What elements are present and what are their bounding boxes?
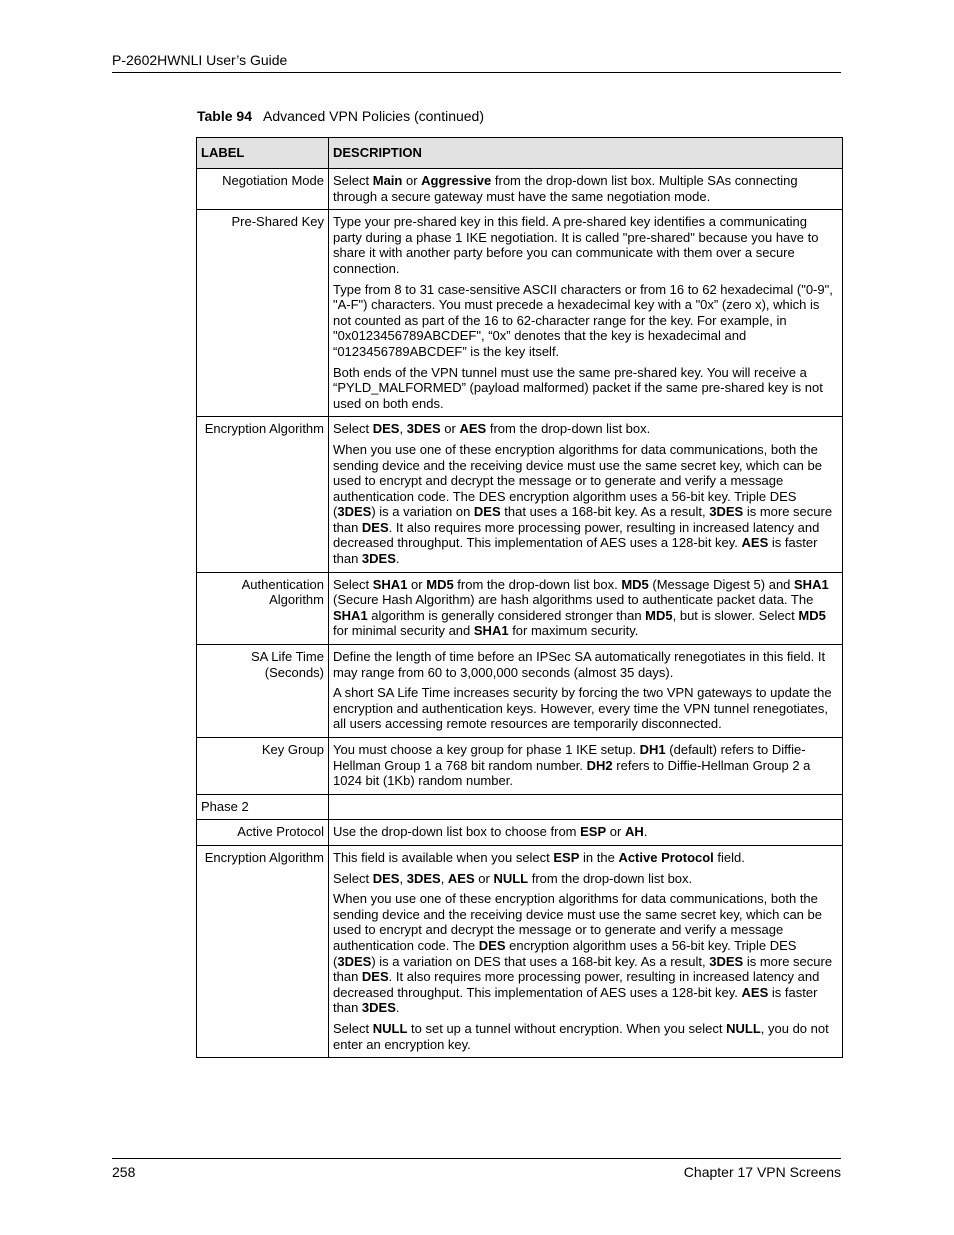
emphasized-term: DES — [478, 937, 506, 953]
text-run: or — [440, 421, 460, 437]
table-title: Advanced VPN Policies (continued) — [263, 108, 485, 124]
description-paragraph — [333, 365, 838, 412]
description-paragraph — [333, 850, 838, 866]
text-run: Select — [333, 1020, 373, 1036]
text-run: , — [440, 870, 448, 886]
text-run: . — [395, 1000, 400, 1016]
emphasized-term: DES — [473, 504, 501, 520]
emphasized-term: AES — [447, 870, 475, 886]
emphasized-term: AES — [741, 535, 769, 551]
text-run: is faster than — [333, 984, 818, 1016]
text-run: Select — [333, 173, 373, 188]
emphasized-term: 3DES — [361, 551, 396, 567]
text-run: from the drop-down list box. — [453, 576, 622, 592]
emphasized-term: 3DES — [337, 953, 372, 969]
description-paragraph — [333, 871, 838, 887]
text-run: When you use one of these encryption algorithms for data communications, both the sending device and the receiving device must use the same secret key, which can be used to encrypt and decrypt the message or to generate and verify a message authentication code. The — [333, 891, 822, 953]
description-paragraph — [333, 649, 838, 680]
description-paragraph — [333, 742, 838, 789]
text-run: that uses a 168-bit key. As a result, — [500, 504, 710, 520]
emphasized-term: DES — [372, 421, 400, 437]
text-run: encryption algorithm uses a 56-bit key. Triple DES ( — [333, 937, 797, 969]
text-run: . — [395, 551, 400, 567]
row-label: Negotiation Mode — [197, 169, 329, 210]
text-run: for maximum security. — [508, 623, 639, 639]
emphasized-term: MD5 — [645, 607, 673, 623]
row-label: Authentication Algorithm — [197, 572, 329, 644]
row-description — [329, 794, 843, 820]
emphasized-term: Main — [372, 173, 403, 188]
text-run: is more secure than — [333, 953, 833, 985]
text-run: (default) refers to Diffie-Hellman Group 1 a 768 bit random number. — [333, 742, 806, 773]
text-run: . — [643, 824, 648, 840]
text-run: or — [606, 824, 625, 840]
emphasized-term: AES — [459, 421, 487, 437]
table-row — [197, 845, 843, 1057]
text-run: for minimal security and — [333, 623, 474, 639]
description-paragraph — [333, 1021, 838, 1052]
description-paragraph — [333, 214, 838, 276]
emphasized-term: MD5 — [426, 576, 454, 592]
text-run: is faster than — [333, 535, 818, 567]
text-run: in the — [579, 849, 619, 865]
row-label: Encryption Algorithm — [197, 417, 329, 572]
text-run: You must choose a key group for phase 1 IKE setup. — [333, 742, 640, 757]
emphasized-term: DES — [361, 519, 389, 535]
emphasized-term: 3DES — [337, 504, 372, 520]
text-run: A short SA Life Time increases security by forcing the two VPN gateways to update the encryption and authentication keys. However, every time the VPN tunnel renegotiates, all users accessing remote resources are temporarily disconnected. — [333, 685, 832, 732]
row-label: SA Life Time (Seconds) — [197, 645, 329, 738]
text-run: or — [402, 173, 422, 188]
text-run: field. — [713, 849, 745, 865]
description-column-header: DESCRIPTION — [329, 138, 843, 169]
emphasized-term: NULL — [726, 1020, 761, 1036]
text-run: When you use one of these encryption algorithms for data communications, both the sending device and the receiving device must use the same secret key, which can be used to encrypt and decrypt the message or to generate and verify a message authentication code. The DES encryption algorithm uses a 56-bit key. Triple DES ( — [333, 441, 822, 520]
text-run: ) is a variation on — [371, 504, 474, 520]
emphasized-term: SHA1 — [794, 576, 829, 592]
table-row — [197, 210, 843, 417]
text-run: (Message Digest 5) and — [648, 576, 795, 592]
emphasized-term: MD5 — [621, 576, 649, 592]
emphasized-term: AH — [624, 824, 644, 840]
text-run: . It also requires more processing power, resulting in increased latency and decreased throughput. This implementation of AES uses a 128-bit key. — [333, 969, 820, 1000]
text-run: from the drop-down list box. — [486, 421, 651, 437]
description-paragraph — [333, 824, 838, 840]
table-row — [197, 794, 843, 820]
emphasized-term: 3DES — [406, 421, 441, 437]
table-row — [197, 169, 843, 210]
text-run: ) is a variation on DES that uses a 168-bit key. As a result, — [371, 953, 710, 969]
text-run: , you do not enter an encryption key. — [333, 1020, 829, 1052]
page-number: 258 — [112, 1164, 136, 1180]
text-run: or — [407, 576, 427, 592]
row-description — [329, 417, 843, 572]
label-column-header: LABEL — [197, 138, 329, 169]
emphasized-term: 3DES — [709, 953, 744, 969]
guide-title: P-2602HWNLI User’s Guide — [112, 52, 288, 68]
emphasized-term: Aggressive — [421, 173, 492, 188]
description-paragraph — [333, 891, 838, 1016]
emphasized-term: SHA1 — [473, 623, 509, 639]
table-row — [197, 738, 843, 795]
text-run: Both ends of the VPN tunnel must use the same pre-shared key. You will receive a “PYLD_MALFORMED” (payload malformed) packet if the same pre-shared key is not used on both ends. — [333, 364, 823, 411]
emphasized-term: AES — [741, 984, 769, 1000]
text-run: Use the drop-down list box to choose from — [333, 824, 581, 840]
emphasized-term: 3DES — [406, 870, 441, 886]
row-description — [329, 169, 843, 210]
text-run: , — [399, 421, 407, 437]
text-run: from the drop-down list box. — [528, 870, 693, 886]
table-row — [197, 417, 843, 572]
row-label: Phase 2 — [197, 794, 329, 820]
description-paragraph — [333, 685, 838, 732]
text-run: . It also requires more processing power, resulting in increased latency and decreased throughput. This implementation of AES uses a 128-bit key. — [333, 519, 820, 551]
vpn-policies-table — [196, 137, 843, 1058]
emphasized-term: DES — [372, 870, 400, 886]
row-description — [329, 645, 843, 738]
emphasized-term: Active Protocol — [618, 849, 714, 865]
row-description — [329, 820, 843, 846]
description-paragraph — [333, 173, 838, 204]
row-description — [329, 210, 843, 417]
table-header-row — [197, 138, 843, 169]
page-header — [112, 52, 841, 73]
emphasized-term: DES — [361, 969, 389, 985]
emphasized-term: DH1 — [639, 742, 666, 757]
text-run: , — [399, 870, 407, 886]
table-row — [197, 572, 843, 644]
emphasized-term: MD5 — [798, 607, 826, 623]
emphasized-term: NULL — [372, 1020, 408, 1036]
description-paragraph — [333, 442, 838, 567]
chapter-title: Chapter 17 VPN Screens — [683, 1164, 841, 1180]
text-run: to set up a tunnel without encryption. When you select — [407, 1020, 727, 1036]
text-run: Define the length of time before an IPSec SA automatically renegotiates in this field. It may range from 60 to 3,000,000 seconds (almost 35 days). — [333, 649, 826, 680]
emphasized-term: SHA1 — [372, 576, 408, 592]
emphasized-term: DH2 — [586, 757, 613, 773]
emphasized-term: ESP — [553, 849, 580, 865]
text-run: Select — [333, 421, 373, 437]
row-description — [329, 845, 843, 1057]
text-run: or — [474, 870, 494, 886]
row-label: Active Protocol — [197, 820, 329, 846]
emphasized-term: ESP — [580, 824, 607, 840]
text-run: Type your pre-shared key in this field. A pre-shared key identifies a communicating party during a phase 1 IKE negotiation. It is called "pre-shared" because you have to share it with another party before you can communicate with them over a secure connection. — [333, 214, 819, 276]
text-run: is more secure than — [333, 504, 833, 535]
row-description — [329, 572, 843, 644]
description-paragraph — [333, 577, 838, 639]
text-run: Select — [333, 576, 373, 592]
emphasized-term: 3DES — [361, 1000, 396, 1016]
text-run: Select — [333, 870, 373, 886]
description-paragraph — [333, 421, 838, 437]
text-run: This field is available when you select — [333, 849, 554, 865]
text-run: (Secure Hash Algorithm) are hash algorithms used to authenticate packet data. The — [333, 592, 814, 608]
table-row — [197, 820, 843, 846]
row-description — [329, 738, 843, 795]
text-run: algorithm is generally considered stronger than — [367, 607, 646, 623]
text-run: Type from 8 to 31 case-sensitive ASCII characters or from 16 to 62 hexadecimal ("0-9", "A-F") characters. You must precede a hexadecimal key with a "0x” (zero x), which is not counted as part of the 16 to 62-character range for the key. For example, in "0x0123456789ABCDEF", “0x” denotes that the key is hexadecimal and “0123456789ABCDEF” is the key itself. — [333, 281, 833, 359]
table-caption — [197, 108, 484, 124]
table-body — [197, 169, 843, 1058]
row-label: Encryption Algorithm — [197, 845, 329, 1057]
description-paragraph — [333, 282, 838, 360]
row-label: Key Group — [197, 738, 329, 795]
row-label: Pre-Shared Key — [197, 210, 329, 417]
table-row — [197, 645, 843, 738]
table-number: Table 94 — [197, 108, 252, 124]
emphasized-term: 3DES — [709, 504, 744, 520]
text-run: , but is slower. Select — [672, 607, 799, 623]
text-run: from the drop-down list box. Multiple SAs connecting through a secure gateway must have the same negotiation mode. — [333, 173, 798, 204]
text-run: refers to Diffie-Hellman Group 2 a 1024 bit (1Kb) random number. — [333, 757, 811, 789]
page-footer — [112, 1158, 841, 1180]
emphasized-term: NULL — [493, 870, 529, 886]
emphasized-term: SHA1 — [333, 607, 368, 623]
